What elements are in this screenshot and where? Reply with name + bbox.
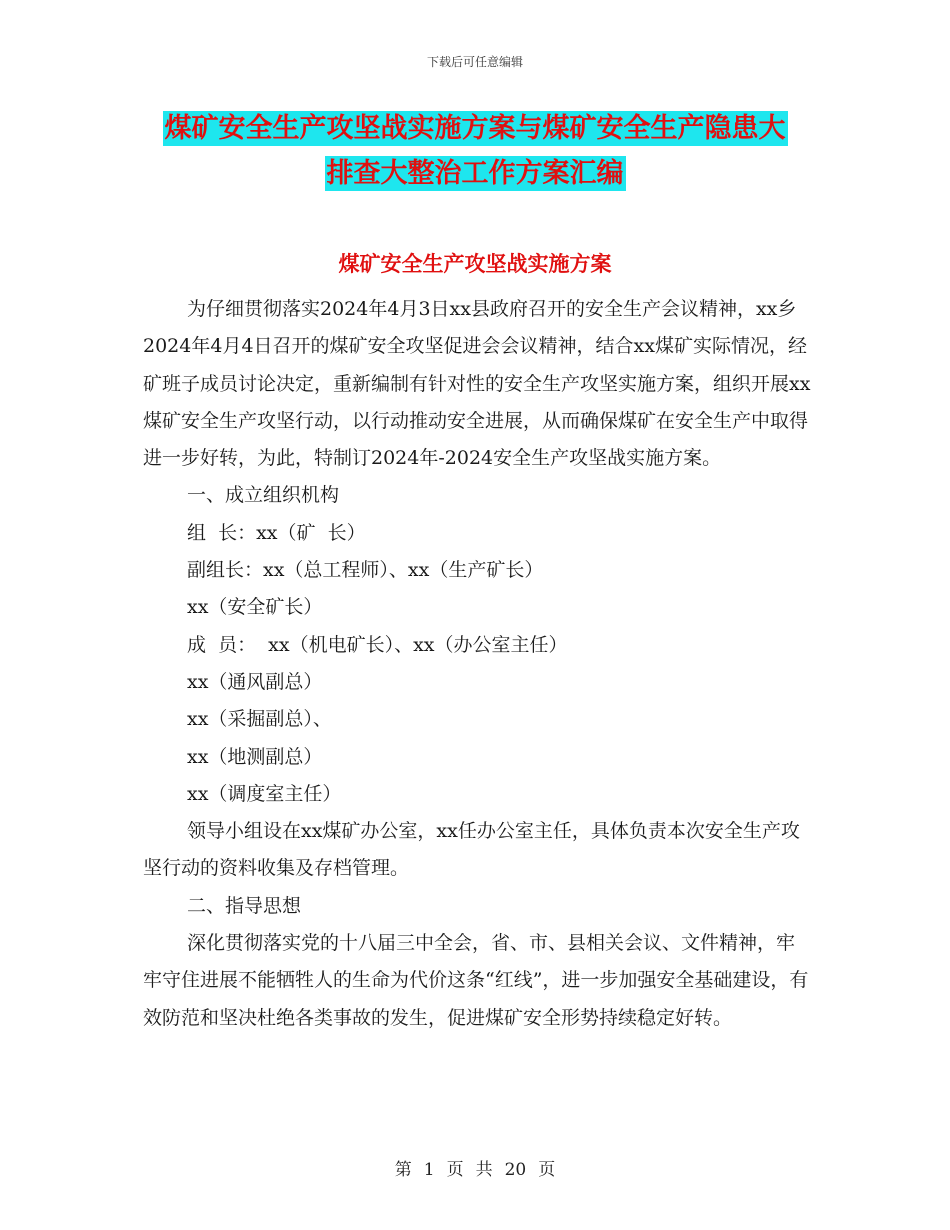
document-body bbox=[143, 291, 811, 1037]
section1-heading: 一、成立组织机构 bbox=[187, 484, 340, 507]
main-title-line1 bbox=[0, 112, 950, 146]
main-title-line1-text: 煤矿安全生产攻坚战实施方案与煤矿安全生产隐患大 bbox=[164, 113, 786, 144]
document-subtitle: 煤矿安全生产攻坚战实施方案 bbox=[338, 251, 612, 276]
footer-total-label: 共 bbox=[475, 1160, 493, 1180]
section2-heading: 二、指导思想 bbox=[187, 894, 302, 917]
footer-total-pages: 20 bbox=[504, 1160, 527, 1180]
page-footer bbox=[0, 1155, 950, 1180]
main-title-line2-text: 排查大整治工作方案汇编 bbox=[326, 158, 624, 189]
section2-paragraph: 深化贯彻落实党的十八届三中全会，省、市、县相关会议、文件精神，牢牢守住进展不能牺牲人的生命为代价这条“红线”，进一步加强安全基础建设，有效防范和坚决杜绝各类事故的发生，促进煤矿安全形势持续稳定好转。 bbox=[143, 932, 809, 1029]
footer-prefix: 第 bbox=[394, 1160, 412, 1180]
org-member3: xx（采掘副总）、 bbox=[187, 708, 332, 731]
office-note-paragraph: 领导小组设在xx煤矿办公室，xx任办公室主任，具体负责本次安全生产攻坚行动的资料收集及存档管理。 bbox=[143, 820, 800, 880]
header-note: 下载后可任意编辑 bbox=[426, 55, 523, 69]
footer-page-number: 1 bbox=[423, 1160, 435, 1180]
org-member5: xx（调度室主任） bbox=[187, 782, 342, 805]
org-deputy: 副组长：xx（总工程师）、xx（生产矿长） bbox=[187, 559, 544, 582]
footer-page-word: 页 bbox=[446, 1160, 464, 1180]
intro-paragraph: 为仔细贯彻落实2024年4月3日xx县政府召开的安全生产会议精神，xx乡2024年4月4日召开的煤矿安全攻坚促进会会议精神，结合xx煤矿实际情况，经矿班子成员讨论决定，重新编制有针对性的安全生产攻坚实施方案，组织开展xx煤矿安全生产攻坚行动，以行动推动安全进展，从而确保煤矿在安全生产中取得进一步好转，为此，特制订2024年-2024安全生产攻坚战实施方案。 bbox=[143, 298, 811, 470]
org-member2: xx（通风副总） bbox=[187, 670, 323, 693]
org-member1: 成 员： xx（机电矿长）、xx（办公室主任） bbox=[187, 633, 568, 656]
org-deputy2: xx（安全矿长） bbox=[187, 596, 323, 619]
org-member4: xx（地测副总） bbox=[187, 745, 323, 768]
footer-suffix: 页 bbox=[538, 1160, 556, 1180]
main-title-line2 bbox=[0, 157, 950, 191]
org-leader: 组 长：xx（矿 长） bbox=[187, 521, 366, 544]
